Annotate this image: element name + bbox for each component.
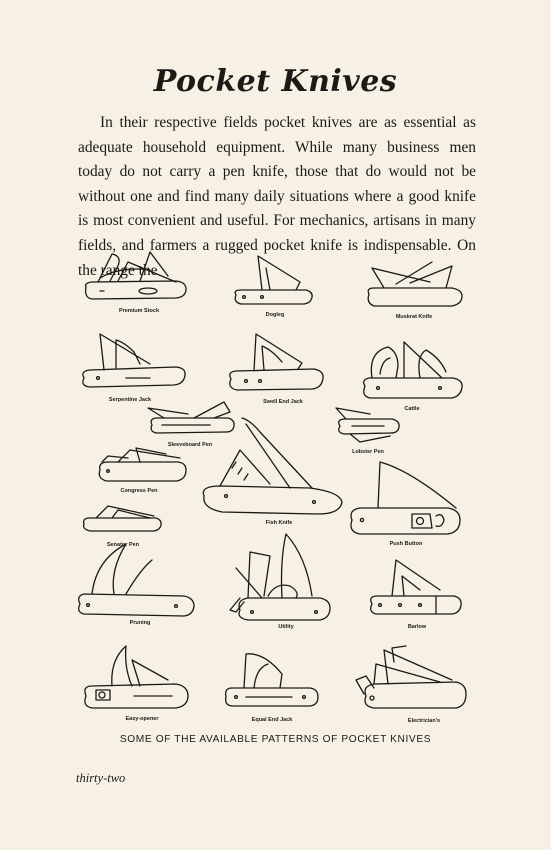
knife-label: Congress Pen <box>120 488 158 494</box>
knife-congress-pen <box>99 448 186 494</box>
knife-label: Electrician's <box>407 718 441 724</box>
knife-label: Fish Knife <box>265 520 293 526</box>
knife-label: Dogleg <box>265 312 285 318</box>
knife-utility <box>230 534 330 630</box>
knife-label: Pruning <box>129 620 151 626</box>
knife-pruning <box>79 544 194 626</box>
knife-illustrations <box>0 245 551 725</box>
knife-label: Premium Stock <box>118 308 160 314</box>
knife-dogleg <box>235 256 312 318</box>
knife-easy-opener <box>85 646 188 722</box>
knife-label: Swell End Jack <box>263 399 303 405</box>
knife-label: Utility <box>278 624 294 630</box>
knife-muskrat <box>368 262 462 320</box>
page-number: thirty-two <box>76 771 126 785</box>
knife-label: Muskrat Knife <box>395 314 433 320</box>
knife-premium-stock <box>86 252 186 314</box>
knife-barlow <box>371 560 461 630</box>
knife-label: Cattle <box>404 406 420 412</box>
knife-equal-end-jack <box>226 654 318 723</box>
intro-paragraph: In their respective fields pocket knives are as essential as adequate household equipment. While many business men today do not carry a pen knife, those that do would not be without one and find many daily situations where a good knife is most convenient and useful. For mechanics, artisans in many fields, and farmers a rugged pocket knife is indispensable. On the range the <box>78 114 476 279</box>
knife-senator-pen <box>84 506 162 548</box>
page-title: Pocket Knives <box>153 64 398 99</box>
knife-electricians <box>356 646 466 724</box>
knife-label: Barlow <box>407 624 427 630</box>
knife-push-button <box>351 462 460 547</box>
knife-label: Lobster Pen <box>352 449 384 455</box>
knife-label: Push Button <box>389 541 423 547</box>
knife-label: Senator Pen <box>106 542 140 548</box>
knife-lobster-pen <box>336 408 399 455</box>
knife-serpentine-jack <box>83 334 185 403</box>
knife-fish <box>203 418 342 526</box>
knife-swell-end-jack <box>230 334 323 405</box>
figure-caption: SOME OF THE AVAILABLE PATTERNS OF POCKET KNIVES <box>119 734 432 745</box>
knife-label: Sleeveboard Pen <box>167 442 213 448</box>
knife-cattle <box>364 342 462 412</box>
knife-sleeveboard-pen <box>148 402 234 448</box>
knife-label: Serpentine Jack <box>108 397 152 403</box>
knife-label: Equal End Jack <box>251 717 293 723</box>
knife-label: Easy-opener <box>125 716 159 722</box>
